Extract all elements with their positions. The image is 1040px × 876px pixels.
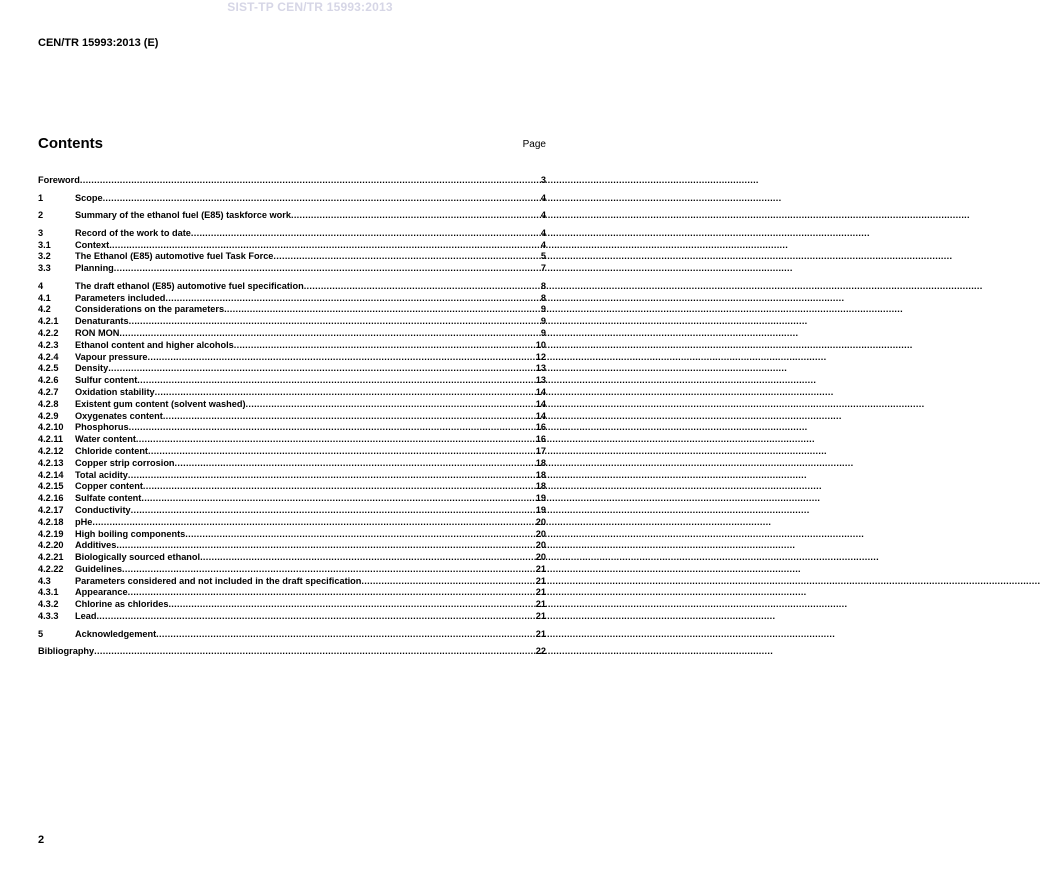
toc-entry-title: Phosphorus: [75, 422, 129, 433]
toc-entry-page: 5: [540, 251, 546, 262]
toc-dot-leader: [92, 517, 535, 529]
toc-entry-page: 20: [535, 552, 546, 563]
toc-dot-leader: [168, 599, 535, 611]
toc-entry-title: Bibliography: [38, 646, 95, 657]
toc-entry[interactable]: [38, 599, 546, 611]
toc-dot-leader: [128, 587, 536, 599]
toc-dot-leader: [122, 564, 536, 576]
toc-entry[interactable]: [38, 422, 546, 434]
toc-entry-page: 8: [540, 292, 546, 303]
toc-entry-title: pHe: [75, 516, 93, 527]
toc-entry-page: 14: [535, 410, 546, 421]
toc-entry[interactable]: [38, 228, 546, 240]
toc-entry-number: 4.2.9: [38, 410, 59, 421]
toc-entry-number: 4.2.3: [38, 339, 59, 350]
toc-dot-leader: [156, 629, 536, 641]
toc-dot-leader: [273, 251, 540, 263]
toc-entry-title: Lead: [75, 611, 97, 622]
toc-entry-title: Scope: [75, 192, 103, 203]
toc-entry-number: 4.2.19: [38, 528, 64, 539]
toc-entry-title: Summary of the ethanol fuel (E85) taskforce work: [75, 210, 291, 221]
toc-entry-title: Existent gum content (solvent washed): [75, 398, 246, 409]
toc-entry-page: 4: [540, 227, 546, 238]
toc-entry-page: 13: [535, 363, 546, 374]
toc-entry-page: 18: [535, 457, 546, 468]
toc-entry-title: Chloride content: [75, 445, 148, 456]
toc-entry-title: Copper content: [75, 481, 143, 492]
toc-dot-leader: [200, 552, 536, 564]
toc-entry-title: Copper strip corrosion: [75, 457, 175, 468]
toc-entry-number: 4.3.1: [38, 587, 59, 598]
toc-entry-page: 19: [535, 493, 546, 504]
toc-entry[interactable]: [38, 470, 546, 482]
toc-entry[interactable]: [38, 493, 546, 505]
toc-entry-title: Denaturants: [75, 316, 129, 327]
toc-dot-leader: [246, 399, 536, 411]
toc-entry-number: 2: [38, 210, 44, 221]
toc-entry-page: 21: [535, 628, 546, 639]
toc-entry-page: 4: [540, 192, 546, 203]
toc-entry-page: 9: [540, 316, 546, 327]
toc-dot-leader: [155, 387, 536, 399]
toc-dot-leader: [175, 458, 536, 470]
toc-entry-page: 4: [540, 239, 546, 250]
toc-dot-leader: [234, 340, 536, 352]
toc-entry[interactable]: [38, 340, 546, 352]
toc-entry[interactable]: [38, 175, 546, 187]
toc-entry-title: Planning: [75, 263, 114, 274]
toc-entry-page: 12: [535, 351, 546, 362]
toc-entry[interactable]: [38, 240, 546, 252]
toc-dot-leader: [143, 481, 536, 493]
toc-entry[interactable]: [38, 505, 546, 517]
toc-entry-page: 20: [535, 516, 546, 527]
toc-entry[interactable]: [38, 517, 546, 529]
toc-entry[interactable]: [38, 564, 546, 576]
toc-entry[interactable]: [38, 529, 546, 541]
toc-entry[interactable]: [38, 434, 546, 446]
toc-dot-leader: [361, 576, 535, 588]
toc-entry-title: The draft ethanol (E85) automotive fuel specification: [75, 280, 304, 291]
toc-entry-title: The Ethanol (E85) automotive fuel Task Force: [75, 251, 274, 262]
toc-entry-number: 4.2.8: [38, 398, 59, 409]
toc-entry-page: 3: [540, 175, 546, 185]
toc-dot-leader: [116, 540, 535, 552]
toc-entry[interactable]: [38, 263, 546, 275]
table-of-contents: [38, 175, 546, 658]
toc-entry-title: Ethanol content and higher alcohols: [75, 339, 234, 350]
toc-entry-number: 3.2: [38, 251, 51, 262]
toc-entry[interactable]: [38, 281, 546, 293]
toc-entry-title: Oxygenates content: [75, 410, 163, 421]
toc-entry-title: Chlorine as chlorides: [75, 599, 169, 610]
toc-entry-title: Conductivity: [75, 504, 131, 515]
toc-entry-number: 3: [38, 227, 44, 238]
toc-dot-leader: [80, 175, 541, 187]
toc-dot-leader: [128, 470, 536, 482]
toc-dot-leader: [108, 363, 536, 375]
toc-entry-number: 4.2.13: [38, 457, 64, 468]
toc-entry-page: 8: [540, 280, 546, 291]
toc-entry-title: Appearance: [75, 587, 128, 598]
toc-entry-title: Acknowledgement: [75, 628, 157, 639]
toc-dot-leader: [137, 375, 535, 387]
toc-entry-title: Context: [75, 239, 110, 250]
toc-entry-title: Parameters included: [75, 292, 166, 303]
toc-entry-page: 18: [535, 481, 546, 492]
toc-entry-number: 4.2.1: [38, 316, 59, 327]
toc-entry-title: Guidelines: [75, 563, 122, 574]
watermark: SIST-TP CEN/TR 15993:2013: [227, 0, 393, 14]
toc-entry-page: 9: [540, 327, 546, 338]
toc-entry-page: 20: [535, 540, 546, 551]
toc-entry-number: 4.2.15: [38, 481, 64, 492]
toc-entry-title: Biologically sourced ethanol: [75, 552, 201, 563]
toc-entry-title: Sulfur content: [75, 375, 138, 386]
toc-entry[interactable]: [38, 304, 546, 316]
toc-entry-page: 22: [535, 646, 546, 657]
toc-entry-page: 10: [535, 339, 546, 350]
toc-entry-page: 20: [535, 528, 546, 539]
toc-entry-number: 1: [38, 192, 44, 203]
toc-dot-leader: [129, 316, 541, 328]
toc-dot-leader: [304, 281, 541, 293]
toc-entry-page: 18: [535, 469, 546, 480]
toc-entry[interactable]: [38, 193, 546, 205]
toc-entry-number: 4.2.4: [38, 351, 59, 362]
toc-entry-page: 16: [535, 434, 546, 445]
toc-entry-page: 21: [535, 599, 546, 610]
toc-dot-leader: [96, 611, 535, 623]
toc-entry-number: 4.2.5: [38, 363, 59, 374]
toc-entry[interactable]: [38, 540, 546, 552]
document-id: CEN/TR 15993:2013 (E): [38, 37, 159, 49]
toc-entry-number: 4.2.6: [38, 375, 59, 386]
toc-entry-number: 4.2.22: [38, 563, 64, 574]
toc-entry[interactable]: [38, 328, 546, 340]
toc-entry-page: 13: [535, 375, 546, 386]
toc-entry[interactable]: [38, 210, 546, 222]
toc-entry[interactable]: [38, 552, 546, 564]
toc-entry-page: 21: [535, 611, 546, 622]
toc-entry[interactable]: [38, 387, 546, 399]
toc-entry[interactable]: [38, 375, 546, 387]
toc-entry-number: 4.3.3: [38, 611, 59, 622]
toc-entry-title: Water content: [75, 434, 136, 445]
toc-dot-leader: [191, 228, 541, 240]
contents-heading: Contents: [38, 135, 103, 152]
toc-entry[interactable]: [38, 646, 546, 658]
toc-entry-number: 3.1: [38, 239, 51, 250]
toc-entry[interactable]: [38, 629, 546, 641]
page-number: 2: [38, 834, 45, 846]
toc-entry[interactable]: [38, 363, 546, 375]
toc-entry-number: 4.1: [38, 292, 51, 303]
toc-entry-number: 4.2.21: [38, 552, 64, 563]
toc-entry-title: High boiling components: [75, 528, 186, 539]
toc-dot-leader: [136, 434, 536, 446]
toc-entry-page: 14: [535, 386, 546, 397]
toc-entry-number: 4.2.18: [38, 516, 64, 527]
toc-entry-number: 4.3.2: [38, 599, 59, 610]
toc-dot-leader: [291, 210, 541, 222]
toc-entry-number: 4.2.2: [38, 327, 59, 338]
toc-entry-page: 21: [535, 575, 546, 586]
toc-entry-number: 4: [38, 280, 44, 291]
toc-dot-leader: [165, 293, 540, 305]
toc-entry-page: 16: [535, 422, 546, 433]
toc-entry-number: 4.2.17: [38, 504, 64, 515]
toc-entry-title: Sulfate content: [75, 493, 142, 504]
toc-dot-leader: [129, 422, 536, 434]
toc-entry[interactable]: [38, 316, 546, 328]
toc-entry-page: 9: [540, 304, 546, 315]
toc-entry-number: 4.2: [38, 304, 51, 315]
toc-entry-number: 4.3: [38, 575, 51, 586]
toc-entry-number: 4.2.16: [38, 493, 64, 504]
toc-entry-number: 4.2.7: [38, 386, 59, 397]
toc-entry[interactable]: [38, 352, 546, 364]
toc-entry-page: 14: [535, 398, 546, 409]
toc-dot-leader: [163, 411, 536, 423]
toc-dot-leader: [224, 304, 541, 316]
toc-entry[interactable]: [38, 481, 546, 493]
toc-entry-title: Oxidation stability: [75, 386, 155, 397]
toc-entry[interactable]: [38, 293, 546, 305]
toc-entry[interactable]: [38, 446, 546, 458]
toc-entry-page: 21: [535, 587, 546, 598]
toc-entry-title: Density: [75, 363, 109, 374]
toc-entry[interactable]: [38, 458, 546, 470]
toc-entry-number: 4.2.11: [38, 434, 64, 445]
toc-entry[interactable]: [38, 411, 546, 423]
toc-entry[interactable]: [38, 576, 546, 588]
toc-entry[interactable]: [38, 251, 546, 263]
toc-entry[interactable]: [38, 399, 546, 411]
toc-dot-leader: [141, 493, 535, 505]
toc-entry-page: 19: [535, 504, 546, 515]
toc-entry-page: 21: [535, 563, 546, 574]
toc-entry-page: 7: [540, 263, 546, 274]
toc-entry-title: RON MON: [75, 327, 120, 338]
toc-entry-title: Vapour pressure: [75, 351, 148, 362]
toc-dot-leader: [114, 263, 541, 275]
toc-dot-leader: [131, 505, 536, 517]
toc-dot-leader: [109, 240, 541, 252]
toc-entry-title: Additives: [75, 540, 117, 551]
toc-entry-title: Foreword: [38, 175, 80, 185]
toc-entry-title: Record of the work to date: [75, 227, 191, 238]
toc-entry-page: 4: [540, 210, 546, 221]
page-column-label: Page: [522, 139, 546, 150]
toc-entry-title: Total acidity: [75, 469, 128, 480]
toc-entry-number: 3.3: [38, 263, 51, 274]
toc-dot-leader: [185, 529, 536, 541]
toc-entry[interactable]: [38, 611, 546, 623]
toc-dot-leader: [148, 446, 536, 458]
toc-entry-number: 4.2.10: [38, 422, 64, 433]
toc-entry-page: 17: [535, 445, 546, 456]
toc-entry-number: 4.2.12: [38, 445, 64, 456]
toc-dot-leader: [119, 328, 540, 340]
toc-dot-leader: [94, 646, 536, 658]
toc-dot-leader: [103, 193, 541, 205]
toc-entry-number: 4.2.14: [38, 469, 64, 480]
toc-entry-number: 5: [38, 628, 44, 639]
toc-entry-number: 4.2.20: [38, 540, 64, 551]
toc-entry[interactable]: [38, 587, 546, 599]
toc-entry-title: Parameters considered and not included in the draft specification: [75, 575, 362, 586]
toc-dot-leader: [148, 352, 536, 364]
toc-entry-title: Considerations on the parameters: [75, 304, 225, 315]
